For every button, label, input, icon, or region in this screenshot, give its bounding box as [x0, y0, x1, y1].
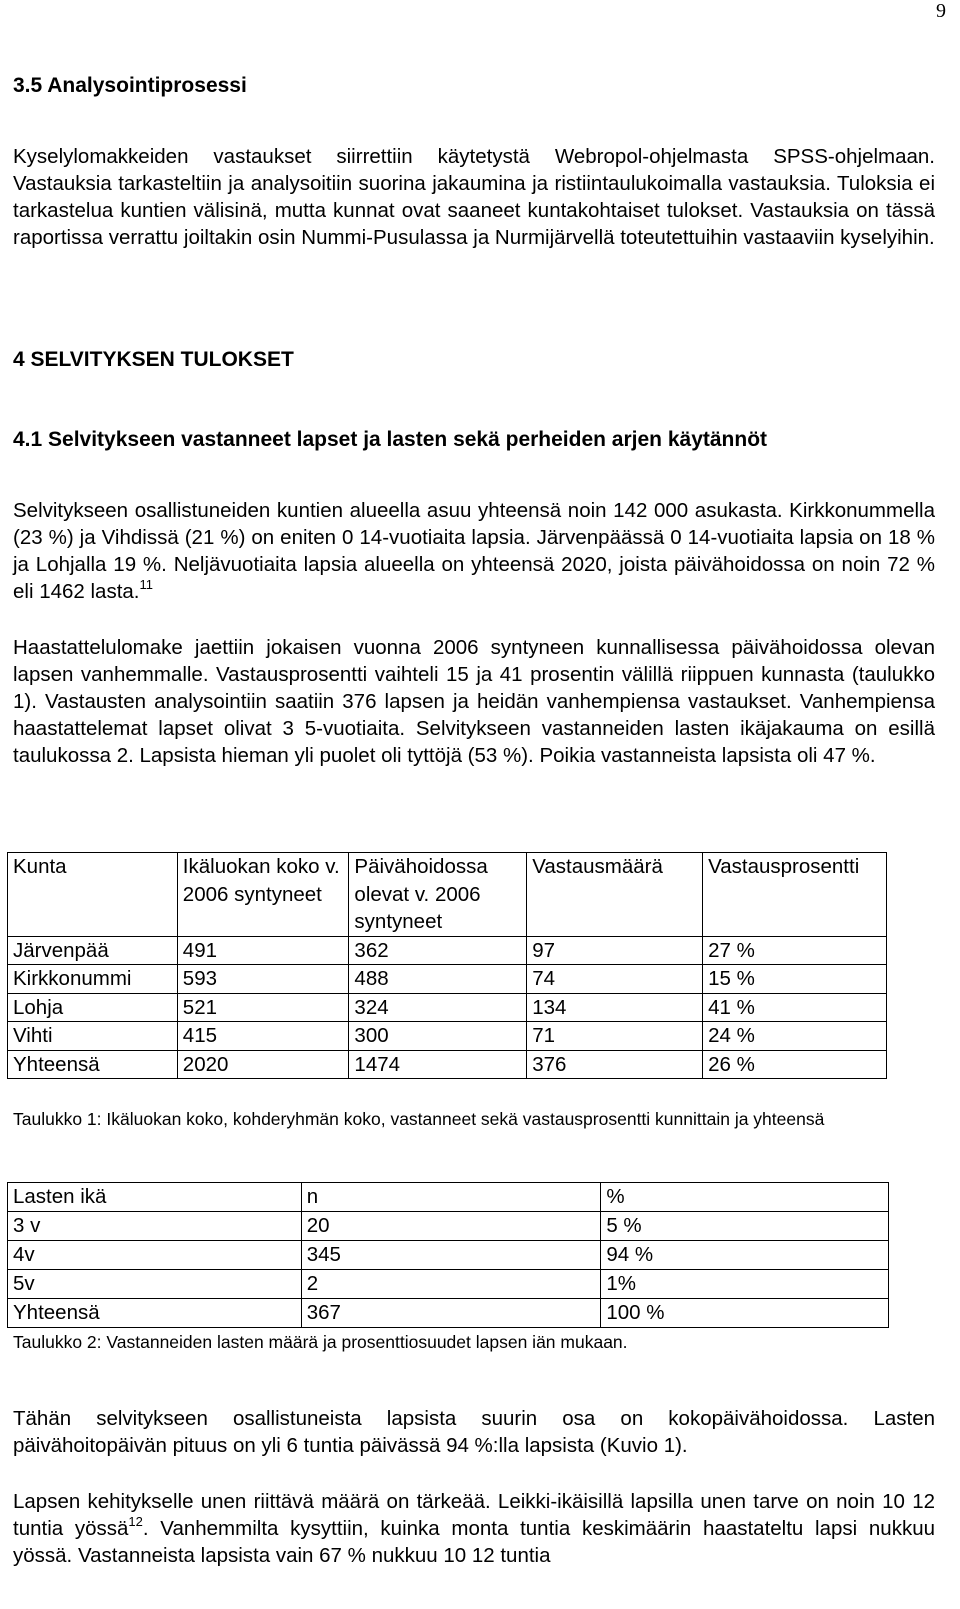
table-cell: 1% — [601, 1270, 889, 1299]
paragraph-daycare: Tähän selvitykseen osallistuneista lapsista suurin osa on kokopäivähoidossa. Lasten päivähoitopäivän pituus on yli 6 tuntia päivässä 94 %:lla lapsista (Kuvio 1). — [13, 1407, 935, 1457]
table-cell: Yhteensä — [8, 1299, 302, 1328]
table-cell: 100 % — [601, 1299, 889, 1328]
paragraph-population-text: Selvitykseen osallistuneiden kuntien alueella asuu yhteensä noin 142 000 asukasta. Kirkkonummella (23 %) ja Vihdissä (21 %) on eniten 0 14-vuotiaita lapsia. Järvenpäässä 0 14-vuotiaita lapsia on 18 % ja Lohjalla 19 %. Neljävuotiaita lapsia alueella on yhteensä 2020, joista päivähoidossa on noin 72 % eli 1462 lasta. — [13, 499, 935, 603]
table1-header-cell: Ikäluokan koko v. 2006 syntyneet — [177, 853, 349, 937]
table-cell: 324 — [349, 993, 527, 1022]
paragraph-sleep-text-b: . Vanhemmilta kysyttiin, kuinka monta tuntia keskimäärin haastateltu lapsi nukkuu yössä. Vastanneista lapsista vain 67 % nukkuu 10 12 tuntia — [13, 1517, 935, 1567]
table-cell: 24 % — [703, 1022, 887, 1051]
table1-header-row — [8, 853, 887, 937]
table-cell: 491 — [177, 936, 349, 965]
table-cell: 74 — [527, 965, 703, 994]
table-cell: 4v — [8, 1241, 302, 1270]
table2-header-row — [8, 1183, 889, 1212]
table-cell: 20 — [301, 1212, 601, 1241]
table-row — [8, 1022, 887, 1051]
table-cell: Lohja — [8, 993, 178, 1022]
table-cell: Vihti — [8, 1022, 178, 1051]
table-age-distribution — [7, 1182, 889, 1328]
table-cell: 27 % — [703, 936, 887, 965]
table-cell: 362 — [349, 936, 527, 965]
table2-header-cell: Lasten ikä — [8, 1183, 302, 1212]
table-cell: 300 — [349, 1022, 527, 1051]
table-row — [8, 965, 887, 994]
table-cell: 41 % — [703, 993, 887, 1022]
table1-header-cell: Vastausmäärä — [527, 853, 703, 937]
page-number: 9 — [936, 0, 946, 22]
table-cell: Järvenpää — [8, 936, 178, 965]
table-cell: 1474 — [349, 1050, 527, 1079]
table2-header-cell: n — [301, 1183, 601, 1212]
table-cell: 5 % — [601, 1212, 889, 1241]
paragraph-sleep-text-a: Lapsen kehitykselle unen riittävä määrä on tärkeää. Leikki-ikäisillä lapsilla unen tarve on noin 10 12 tuntia yössä — [13, 1490, 935, 1540]
table1-caption: Taulukko 1: Ikäluokan koko, kohderyhmän koko, vastanneet sekä vastausprosentti kunnittain ja yhteensä — [13, 1109, 825, 1129]
table-cell: 134 — [527, 993, 703, 1022]
paragraph-analysis-process: Kyselylomakkeiden vastaukset siirrettiin käytetystä Webropol-ohjelmasta SPSS-ohjelmaan. Vastauksia tarkasteltiin ja analysoitiin suorina jakaumina ja ristiintaulukoimalla vastauksia. Tuloksia ei tarkastelua kuntien välisinä, mutta kunnat ovat saaneet kuntakohtaiset tulokset. Vastauksia on tässä raportissa verrattu joiltakin osin Nummi-Pusulassa ja Nurmijärvellä toteutettuihin vastaaviin kyselyihin. — [13, 145, 935, 249]
footnote-ref-11: 11 — [139, 577, 154, 592]
table-cell: 521 — [177, 993, 349, 1022]
table-municipalities — [7, 852, 887, 1079]
table-cell: 94 % — [601, 1241, 889, 1270]
table-cell: 15 % — [703, 965, 887, 994]
table-cell: 2 — [301, 1270, 601, 1299]
table-cell: 2020 — [177, 1050, 349, 1079]
table-row-total — [8, 1299, 889, 1328]
table-cell: 26 % — [703, 1050, 887, 1079]
table1-header-cell: Päivähoidossa olevat v. 2006 syntyneet — [349, 853, 527, 937]
table-row — [8, 936, 887, 965]
table1-header-cell: Vastausprosentti — [703, 853, 887, 937]
table-row — [8, 993, 887, 1022]
table-cell: 415 — [177, 1022, 349, 1051]
section-heading-4-1: 4.1 Selvitykseen vastanneet lapset ja lasten sekä perheiden arjen käytännöt — [13, 428, 768, 451]
table-cell: 488 — [349, 965, 527, 994]
table-cell: Kirkkonummi — [8, 965, 178, 994]
table1-header-cell: Kunta — [8, 853, 178, 937]
table-cell: 593 — [177, 965, 349, 994]
footnote-ref-12: 12 — [128, 1514, 143, 1529]
table-row-total — [8, 1050, 887, 1079]
table-cell: 97 — [527, 936, 703, 965]
table2-caption: Taulukko 2: Vastanneiden lasten määrä ja prosenttiosuudet lapsen iän mukaan. — [13, 1332, 628, 1352]
table-cell: Yhteensä — [8, 1050, 178, 1079]
table-cell: 71 — [527, 1022, 703, 1051]
chapter-heading-4: 4 SELVITYKSEN TULOKSET — [13, 348, 294, 371]
table-cell: 367 — [301, 1299, 601, 1328]
table-cell: 345 — [301, 1241, 601, 1270]
table-row — [8, 1212, 889, 1241]
paragraph-survey: Haastattelulomake jaettiin jokaisen vuonna 2006 syntyneen kunnallisessa päivähoidossa olevan lapsen vanhemmalle. Vastausprosentti vaihteli 15 ja 41 prosentin välillä riippuen kunnasta (taulukko 1). Vastausten analysointiin saatiin 376 lapsen ja heidän vanhempiensa vastaukset. Vanhempiensa haastattelemat lapset olivat 3 5-vuotiaita. Selvitykseen vastanneiden lasten ikäjakauma on esillä taulukossa 2. Lapsista hieman yli puolet oli tyttöjä (53 %). Poikia vastanneista lapsista oli 47 %. — [13, 636, 935, 767]
table-row — [8, 1270, 889, 1299]
table-row — [8, 1241, 889, 1270]
table2-header-cell: % — [601, 1183, 889, 1212]
table-cell: 5v — [8, 1270, 302, 1299]
table-cell: 376 — [527, 1050, 703, 1079]
paragraph-population — [13, 497, 935, 605]
section-heading-3-5: 3.5 Analysointiprosessi — [13, 74, 247, 97]
paragraph-sleep — [13, 1488, 935, 1569]
table-cell: 3 v — [8, 1212, 302, 1241]
